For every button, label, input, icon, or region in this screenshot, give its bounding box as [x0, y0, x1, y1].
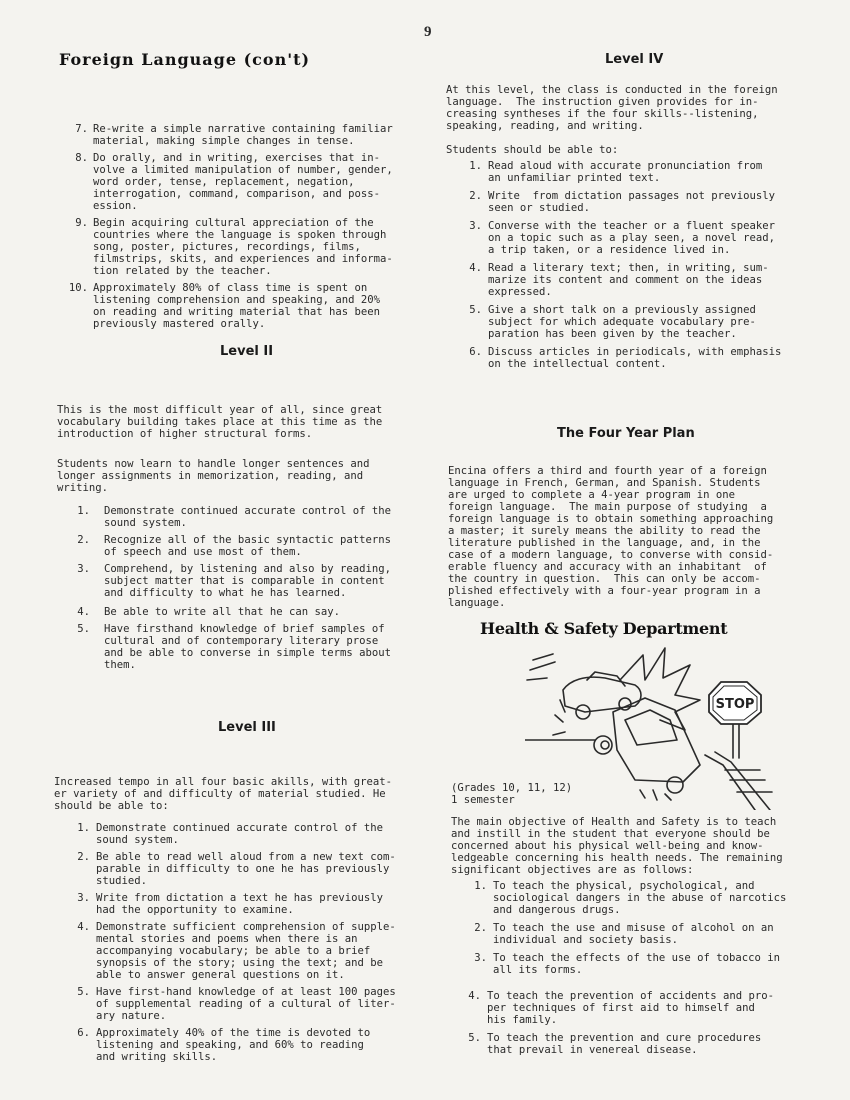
list-item: 1. Demonstrate continued accurate control of the sound system.: [77, 822, 384, 846]
health-safety-heading: Health & Safety Department: [480, 619, 728, 638]
level-3-list: [60, 822, 440, 1063]
list-item: 4. Demonstrate sufficient comprehension of supple- mental stories and poems when there is an accompanying vocabulary; be able to a brief synopsis of the story; using the text; and be able to answer general questions on it.: [77, 921, 396, 981]
list-item: 2. Recognize all of the basic syntactic patterns of speech and use most of them.: [77, 534, 392, 558]
list-item: 4. To teach the prevention of accidents and pro- per techniques of first aid to himself and his family.: [468, 990, 775, 1026]
semester-label: 1 semester: [451, 794, 515, 806]
level-4-list: [446, 160, 826, 370]
list-item: 3. Write from dictation a text he has previously had the opportunity to examine.: [77, 892, 384, 916]
foreign-language-list-continued: [58, 123, 428, 330]
section-heading-foreign-language: Foreign Language (con't): [59, 50, 311, 69]
page-number: 9: [424, 24, 432, 40]
list-item: 1. To teach the physical, psychological, and sociological dangers in the abuse of narcotics and dangerous drugs.: [474, 880, 787, 916]
four-year-plan-heading: The Four Year Plan: [557, 426, 695, 441]
list-item: 5. Have firsthand knowledge of brief samples of cultural and of contemporary literary prose and be able to converse in simple terms about them.: [77, 623, 392, 671]
list-item: 2. Write from dictation passages not previously seen or studied.: [469, 190, 776, 214]
list-item: 5. Have first-hand knowledge of at least 100 pages of supplemental reading of a cultural of liter- ary nature.: [77, 986, 396, 1022]
list-item: 4. Read a literary text; then, in writing, sum- marize its content and comment on the ideas expressed.: [469, 262, 769, 298]
list-item: 8. Do orally, and in writing, exercises that in- volve a limited manipulation of number, gender, word order, tense, replacement, negation, interrogation, command, comparison, and poss- ession.: [75, 152, 393, 212]
list-item: 2. Be able to read well aloud from a new text com- parable in difficulty to one he has previously studied.: [77, 851, 396, 887]
list-item: 1. Demonstrate continued accurate control of the sound system.: [77, 505, 392, 529]
level-4-paragraph-students: Students should be able to:: [446, 144, 619, 156]
list-item: 6. Discuss articles in periodicals, with emphasis on the intellectual content.: [469, 346, 782, 370]
health-paragraph: The main objective of Health and Safety is to teach and instill in the student that everyone should be concerned about his physical well-being and know- ledgeable concerning his health needs. The remaining significant objectives are as follows:: [451, 816, 783, 876]
list-item: 2. To teach the use and misuse of alcohol on an individual and society basis.: [474, 922, 774, 946]
list-item: 3. Comprehend, by listening and also by reading, subject matter that is comparable in content and difficulty to what he has learned.: [77, 563, 392, 599]
list-item: 5. To teach the prevention and cure procedures that prevail in venereal disease.: [468, 1032, 762, 1056]
level-4-heading: Level IV: [605, 52, 664, 67]
list-item: 6. Approximately 40% of the time is devoted to listening and speaking, and 60% to reading and writing skills.: [77, 1027, 371, 1063]
level-3-paragraph: Increased tempo in all four basic akills, with great- er variety of and difficulty of material studied. He should be able to:: [54, 776, 393, 812]
level-2-paragraph: This is the most difficult year of all, since great vocabulary building takes place at this time as the introduction of higher structural forms.: [57, 404, 383, 440]
list-item: 1. Read aloud with accurate pronunciation from an unfamiliar printed text.: [469, 160, 763, 184]
four-year-plan-paragraph: Encina offers a third and fourth year of a foreign language in French, German, and Spanish. Students are urged to complete a 4-year program in one foreign language. The main purpose of studying a foreign language is to obtain something approaching a master; it surely means the ability to read the literature published in the language, and, in the case of a modern language, to converse with consid- erable fluency and accuracy with an inhabitant of the country in question. This can only be accom- plished effectively with a four-year program in a language.: [448, 465, 774, 609]
stop-sign: [709, 682, 761, 724]
level-3-heading: Level III: [218, 720, 276, 735]
level-2-paragraph-students: Students now learn to handle longer sentences and longer assignments in memorization, reading, and writing.: [57, 458, 370, 494]
level-2-heading: Level II: [220, 344, 274, 359]
list-item: 3. To teach the effects of the use of tobacco in all its forms.: [474, 952, 781, 976]
svg-text:STOP: STOP: [715, 697, 755, 712]
list-item: 4. Be able to write all that he can say.: [77, 606, 340, 618]
list-item: 10. Approximately 80% of class time is spent on listening comprehension and speaking, and 20% on reading and writing material that has been previously mastered orally.: [68, 282, 381, 330]
grades-label: (Grades 10, 11, 12): [451, 782, 573, 794]
level-2-list: [60, 505, 430, 671]
health-objectives-list: [451, 880, 831, 1056]
list-item: 5. Give a short talk on a previously assigned subject for which adequate vocabulary pre- paration has been given by the teacher.: [469, 304, 756, 340]
list-item: 7. Re-write a simple narrative containing familiar material, making simple changes in tense.: [75, 123, 393, 147]
list-item: 3. Converse with the teacher or a fluent speaker on a topic such as a play seen, a novel read, a trip taken, or a residence lived in.: [469, 220, 776, 256]
level-4-paragraph: At this level, the class is conducted in the foreign language. The instruction given provides for in- creasing syntheses if the four skills--listening, speaking, reading, and writing.: [446, 84, 778, 132]
list-item: 9. Begin acquiring cultural appreciation of the countries where the language is spoken through song, poster, pictures, recordings, films, filmstrips, skits, and experiences and informa- tion related by the teacher.: [75, 217, 393, 277]
